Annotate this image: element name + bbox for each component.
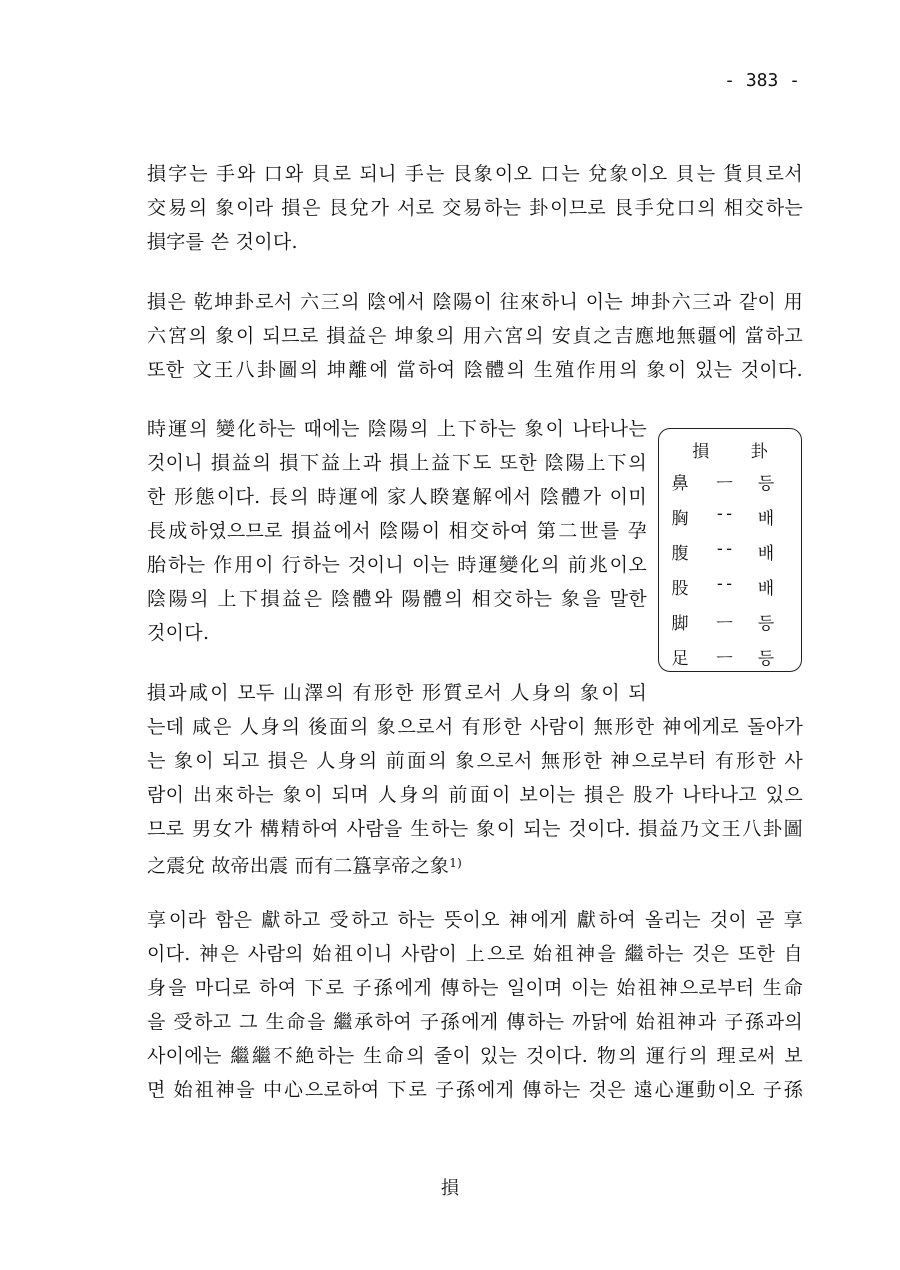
yao-line: ㅡ: [716, 614, 732, 634]
text-line-content: 之震兌 故帝出震 而有二簋享帝之象: [147, 855, 450, 877]
paragraph-2: [147, 285, 803, 387]
yao-line: --: [714, 539, 734, 559]
page-number: - 383 -: [724, 70, 800, 91]
text-line: 損은 乾坤卦로서 六三의 陰에서 陰陽이 往來하니 이는 坤卦六三과 같이 用: [147, 291, 803, 313]
text-line: 交易의 象이라 損은 艮兌가 서로 交易하는 卦이므로 艮手兌口의 相交하는: [147, 197, 803, 219]
body-part-label: 腹: [671, 544, 689, 564]
text-line: 長成하였으므로 損益에서 陰陽이 相交하여 第二世를 孕: [147, 520, 647, 542]
text-line: 것이니 損益의 損下益上과 損上益下도 또한 陰陽上下의: [147, 452, 647, 474]
hexagram-diagram: [658, 428, 802, 672]
text-line: 람이 出來하는 象이 되며 人身의 前面이 보이는 損은 股가 나타나고 있으: [147, 784, 803, 806]
body-part-label: 胸: [671, 509, 689, 529]
footer-chapter-title: 損: [441, 1178, 459, 1199]
body-part-label: 足: [671, 649, 689, 669]
text-line: 損字를 쓴 것이다.: [147, 231, 298, 253]
yao-line: --: [714, 574, 734, 594]
footnote-reference[interactable]: 1): [449, 856, 463, 870]
text-line: 또한 文王八卦圖의 坤離에 當하여 陰體의 生殖作用의 象이 있는 것이다.: [147, 359, 803, 381]
hexagram-row: [659, 574, 801, 602]
text-line: 損과咸이 모두 山澤의 有形한 形質로서 人身의 象이 되: [147, 682, 647, 704]
side-label: 등: [757, 649, 775, 669]
hexagram-row: [659, 644, 801, 672]
hexagram-row: [659, 504, 801, 532]
text-line: 이다. 神은 사람의 始祖이니 사람이 上으로 始祖神을 繼하는 것은 또한 自: [147, 943, 803, 965]
text-line: 享이라 함은 獻하고 受하고 하는 뜻이오 神에게 獻하여 올리는 것이 곧 享: [147, 909, 803, 931]
text-line: 胎하는 作用이 行하는 것이니 이는 時運變化의 前兆이오: [147, 554, 647, 576]
body-part-label: 脚: [671, 614, 689, 634]
text-line: [147, 846, 803, 883]
text-line: 陰陽의 上下損益은 陰體와 陽體의 相交하는 象을 말한: [147, 588, 647, 610]
paragraph-3: [147, 412, 647, 650]
hexagram-row: [659, 609, 801, 637]
yao-line: ㅡ: [716, 474, 732, 494]
text-line: 時運의 變化하는 때에는 陰陽의 上下하는 象이 나타나는: [147, 418, 647, 440]
text-line: 사이에는 繼繼不絶하는 生命의 줄이 있는 것이다. 物의 運行의 理로써 보: [147, 1045, 803, 1067]
hexagram-row: [659, 469, 801, 497]
yao-line: ㅡ: [716, 649, 732, 669]
hexagram-title: 損 卦: [692, 442, 786, 462]
text-line: 한 形態이다. 長의 時運에 家人睽蹇解에서 陰體가 이미: [147, 486, 647, 508]
text-line: 것이다.: [147, 622, 210, 644]
paragraph-4: [147, 676, 803, 883]
text-line: 는데 咸은 人身의 後面의 象으로서 有形한 사람이 無形한 神에게로 돌아가: [147, 716, 803, 738]
paragraph-1: [147, 157, 803, 259]
side-label: 배: [757, 579, 775, 599]
text-line: 는 象이 되고 損은 人身의 前面의 象으로서 無形한 神으로부터 有形한 사: [147, 750, 803, 772]
body-part-label: 股: [671, 579, 689, 599]
side-label: 배: [757, 544, 775, 564]
text-line: 六宮의 象이 되므로 損益은 坤象의 用六宮의 安貞之吉應地無疆에 當하고: [147, 325, 803, 347]
paragraph-5: [147, 903, 803, 1107]
body-part-label: 鼻: [671, 474, 689, 494]
text-line: 므로 男女가 構精하여 사람을 生하는 象이 되는 것이다. 損益乃文王八卦圖: [147, 818, 803, 840]
text-line: 을 受하고 그 生命을 繼承하여 子孫에게 傳하는 까닭에 始祖神과 子孫과의: [147, 1011, 803, 1033]
side-label: 배: [757, 509, 775, 529]
text-line: 損字는 手와 口와 貝로 되니 手는 艮象이오 口는 兌象이오 貝는 貨貝로서: [147, 163, 803, 185]
text-line: 身을 마디로 하여 下로 子孫에게 傳하는 일이며 이는 始祖神으로부터 生命: [147, 977, 803, 999]
hexagram-row: [659, 539, 801, 567]
side-label: 등: [757, 474, 775, 494]
yao-line: --: [714, 504, 734, 524]
side-label: 등: [757, 614, 775, 634]
text-line: 면 始祖神을 中心으로하여 下로 子孫에게 傳하는 것은 遠心運動이오 子孫: [147, 1079, 803, 1101]
